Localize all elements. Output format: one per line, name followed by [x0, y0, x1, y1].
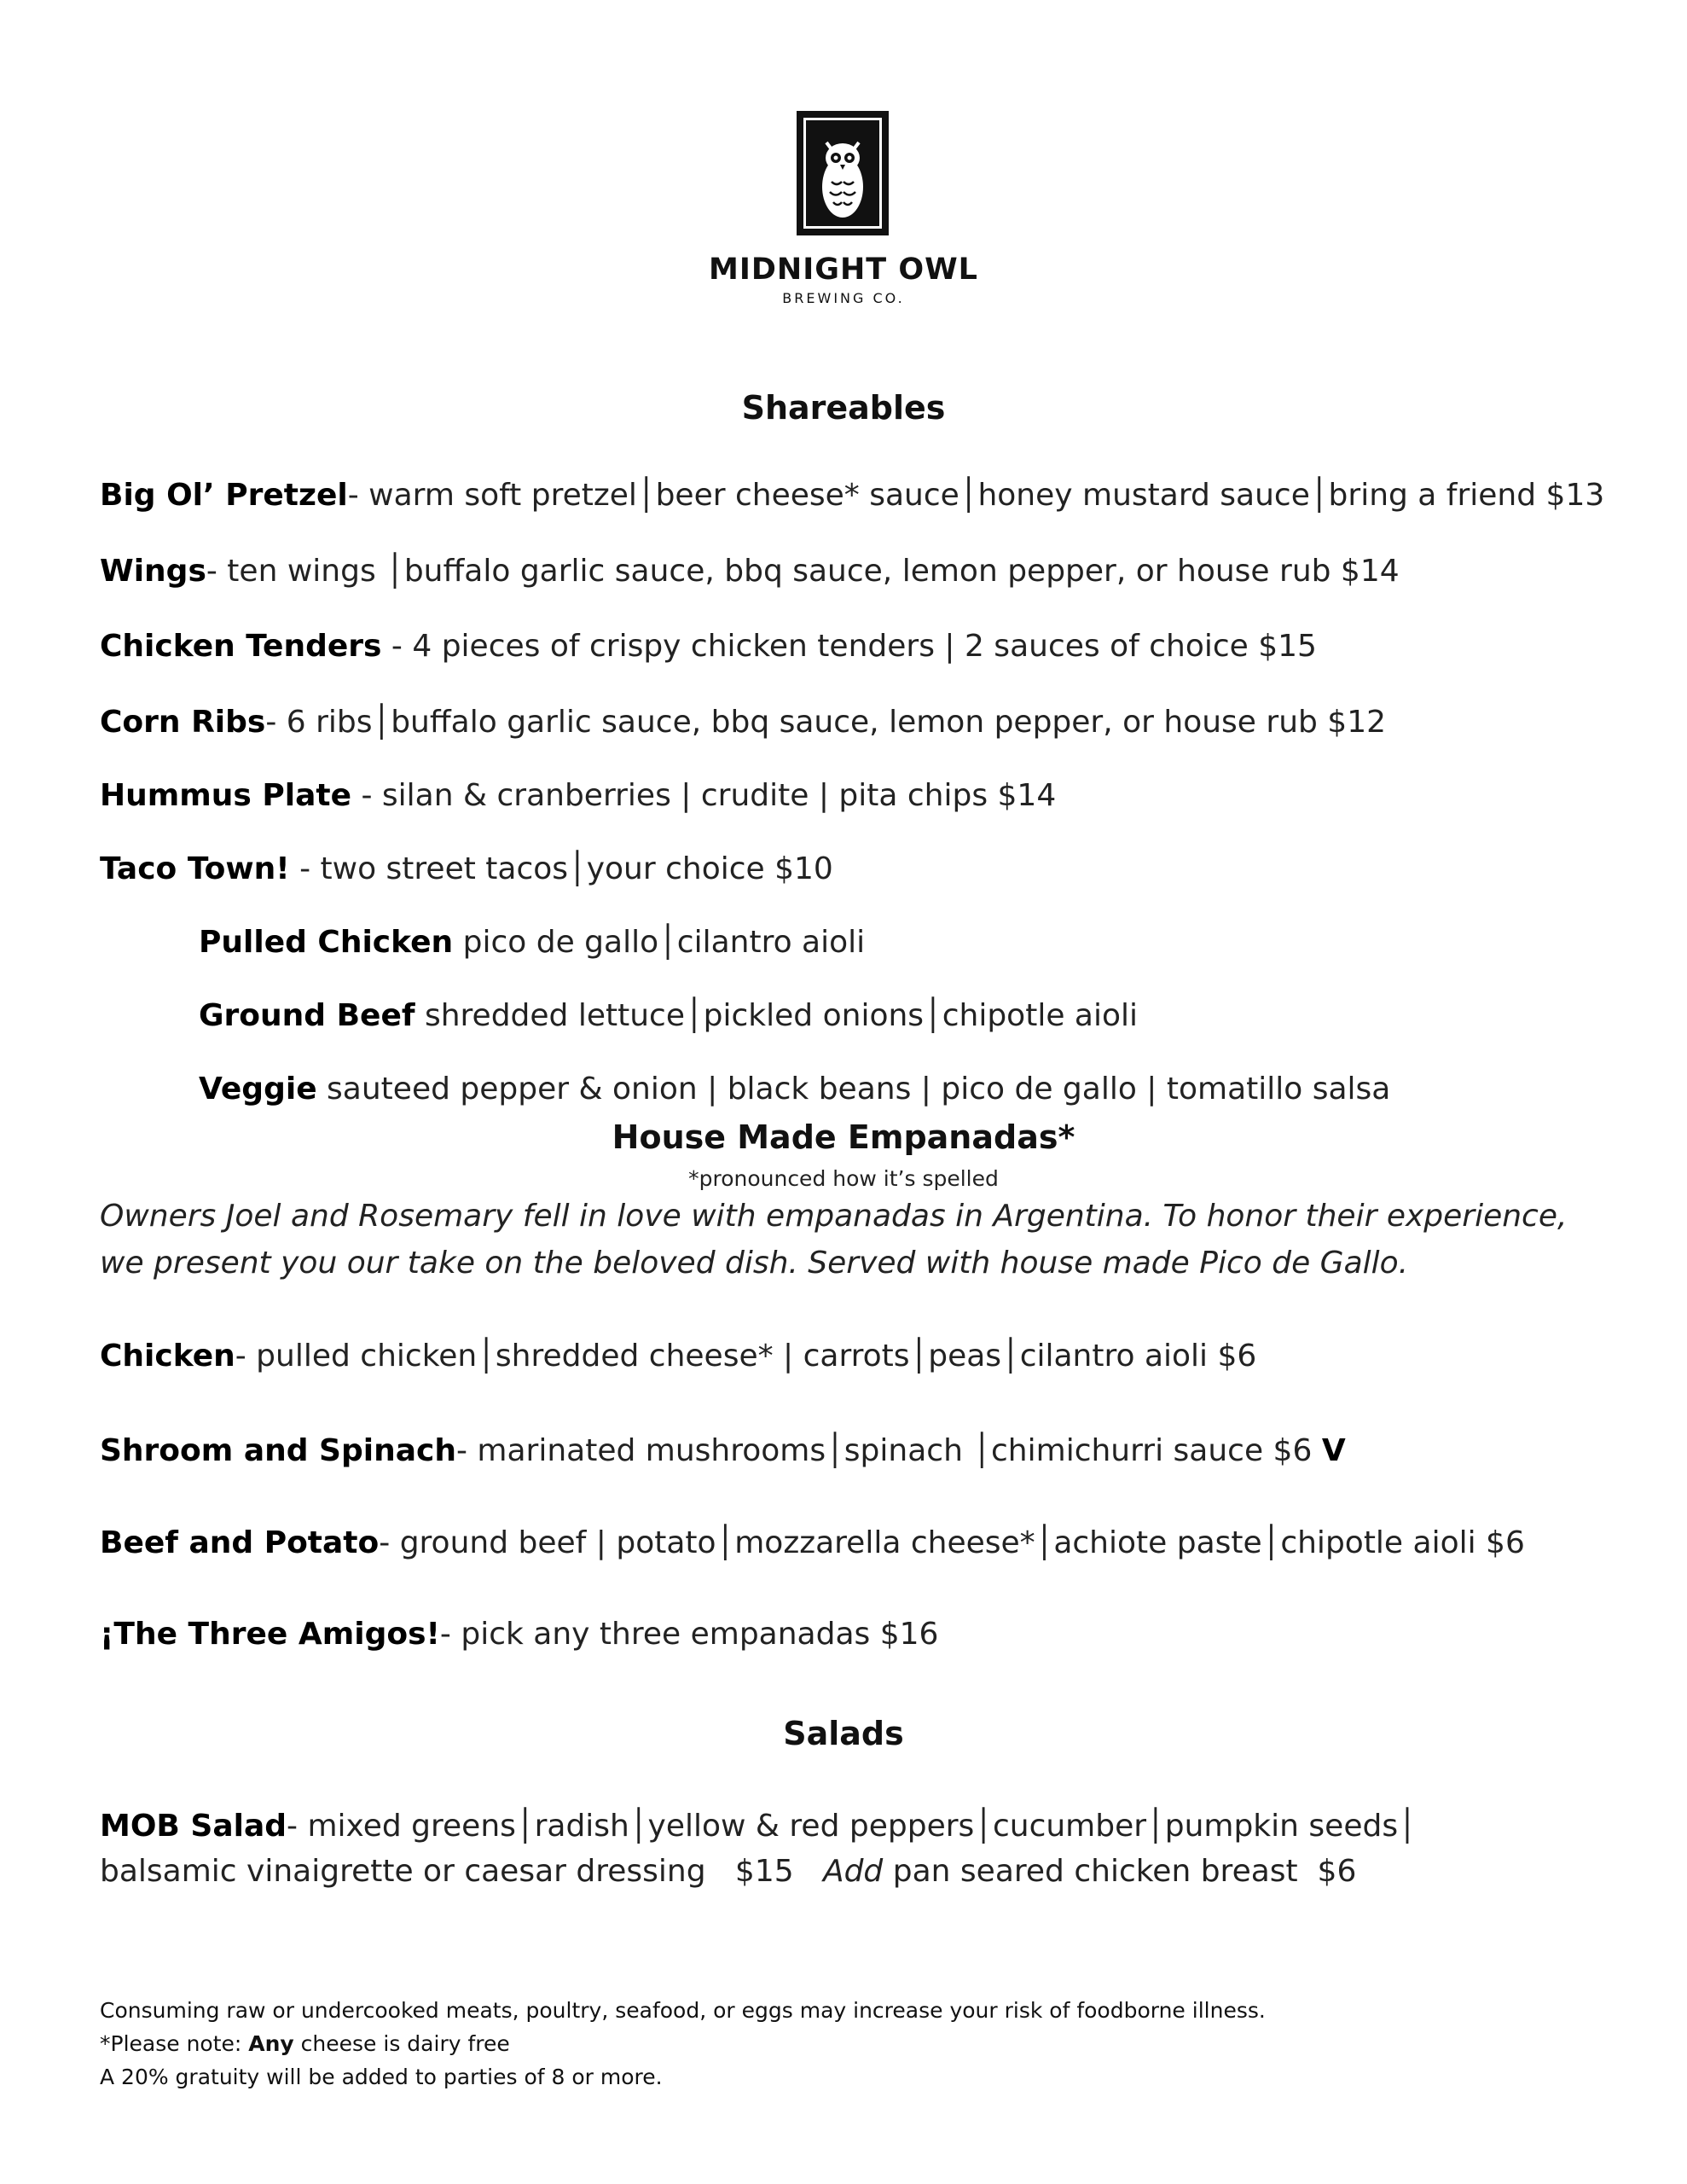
item-name: ¡The Three Amigos! [100, 1617, 440, 1652]
item-name: Chicken Tenders [100, 629, 382, 664]
item-desc: - two street tacos│your choice $10 [289, 851, 833, 886]
item-desc: - marinated mushrooms│spinach │chimichurri sauce $6 [455, 1433, 1322, 1468]
menu-item [100, 1809, 1417, 1844]
item-name: Chicken [100, 1339, 235, 1374]
menu-item [100, 1617, 938, 1652]
menu-item [100, 1525, 1525, 1560]
menu-item [100, 629, 1317, 664]
section-heading-salads: Salads [783, 1715, 904, 1752]
health-disclaimer: Consuming raw or undercooked meats, poultry, seafood, or eggs may increase your risk of foodborne illness. [100, 1998, 1266, 2023]
taco-name: Ground Beef [199, 998, 415, 1033]
menu-item [100, 1339, 1256, 1374]
menu-item [100, 778, 1056, 813]
menu-item [100, 851, 833, 886]
empanadas-intro-line-2: we present you our take on the beloved dish. Served with house made Pico de Gallo. [100, 1246, 1409, 1281]
item-desc: - silan & cranberries | crudite | pita chips $14 [351, 778, 1057, 813]
pronunciation-note: *pronounced how it’s spelled [688, 1166, 999, 1191]
owl-icon [806, 120, 879, 226]
item-desc: - ground beef | potato│mozzarella cheese*│achiote paste│chipotle aioli $6 [379, 1525, 1525, 1560]
taco-option [199, 998, 1138, 1033]
item-name: Shroom and Spinach [100, 1433, 456, 1468]
item-desc: balsamic vinaigrette or caesar dressing $15 [100, 1854, 823, 1889]
brand-name: MIDNIGHT OWL [709, 253, 978, 287]
taco-name: Veggie [199, 1072, 317, 1107]
dairy-note [100, 2031, 510, 2056]
item-desc: - 6 ribs│buffalo garlic sauce, bbq sauce, lemon pepper, or house rub $12 [265, 705, 1387, 740]
empanadas-intro-line-1: Owners Joel and Rosemary fell in love with empanadas in Argentina. To honor their experience, [100, 1199, 1568, 1234]
item-desc: - warm soft pretzel│beer cheese* sauce│honey mustard sauce│bring a friend $13 [347, 478, 1605, 513]
add-on-desc: pan seared chicken breast $6 [883, 1854, 1357, 1889]
item-desc: - pulled chicken│shredded cheese* | carrots│peas│cilantro aioli $6 [235, 1339, 1257, 1374]
menu-item [100, 554, 1400, 589]
taco-desc: sauteed pepper & onion | black beans | pico de gallo | tomatillo salsa [316, 1072, 1391, 1107]
item-name: Corn Ribs [100, 705, 266, 740]
item-desc: - pick any three empanadas $16 [439, 1617, 939, 1652]
menu-item [100, 1433, 1346, 1468]
menu-item [100, 705, 1386, 740]
owl-logo [797, 111, 889, 235]
section-heading-empanadas: House Made Empanadas* [612, 1118, 1075, 1156]
brand-subtitle: BREWING CO. [782, 290, 905, 306]
item-desc: - 4 pieces of crispy chicken tenders | 2 sauces of choice $15 [381, 629, 1317, 664]
taco-name: Pulled Chicken [199, 925, 454, 960]
item-name: Hummus Plate [100, 778, 352, 813]
item-name: Beef and Potato [100, 1525, 380, 1560]
item-desc: - mixed greens│radish│yellow & red peppers│cucumber│pumpkin seeds│ [287, 1809, 1417, 1844]
item-desc: - ten wings │buffalo garlic sauce, bbq sauce, lemon pepper, or house rub $14 [206, 554, 1400, 589]
taco-option [199, 1072, 1390, 1107]
menu-item [100, 478, 1604, 513]
item-name: Taco Town! [100, 851, 290, 886]
gratuity-note: A 20% gratuity will be added to parties of 8 or more. [100, 2065, 663, 2089]
vegetarian-badge: V [1321, 1433, 1346, 1468]
item-name: Wings [100, 554, 206, 589]
menu-item-continued [100, 1854, 1356, 1889]
add-on-label: Add [822, 1854, 884, 1889]
item-name: Big Ol’ Pretzel [100, 478, 348, 513]
taco-desc: pico de gallo│cilantro aioli [453, 925, 866, 960]
section-heading-shareables: Shareables [741, 389, 946, 427]
item-name: MOB Salad [100, 1809, 287, 1844]
dairy-note-suffix: cheese is dairy free [293, 2031, 510, 2056]
dairy-note-emphasis: Any [248, 2031, 294, 2056]
taco-desc: shredded lettuce│pickled onions│chipotle aioli [415, 998, 1139, 1033]
dairy-note-prefix: *Please note: [100, 2031, 249, 2056]
taco-option [199, 925, 865, 960]
